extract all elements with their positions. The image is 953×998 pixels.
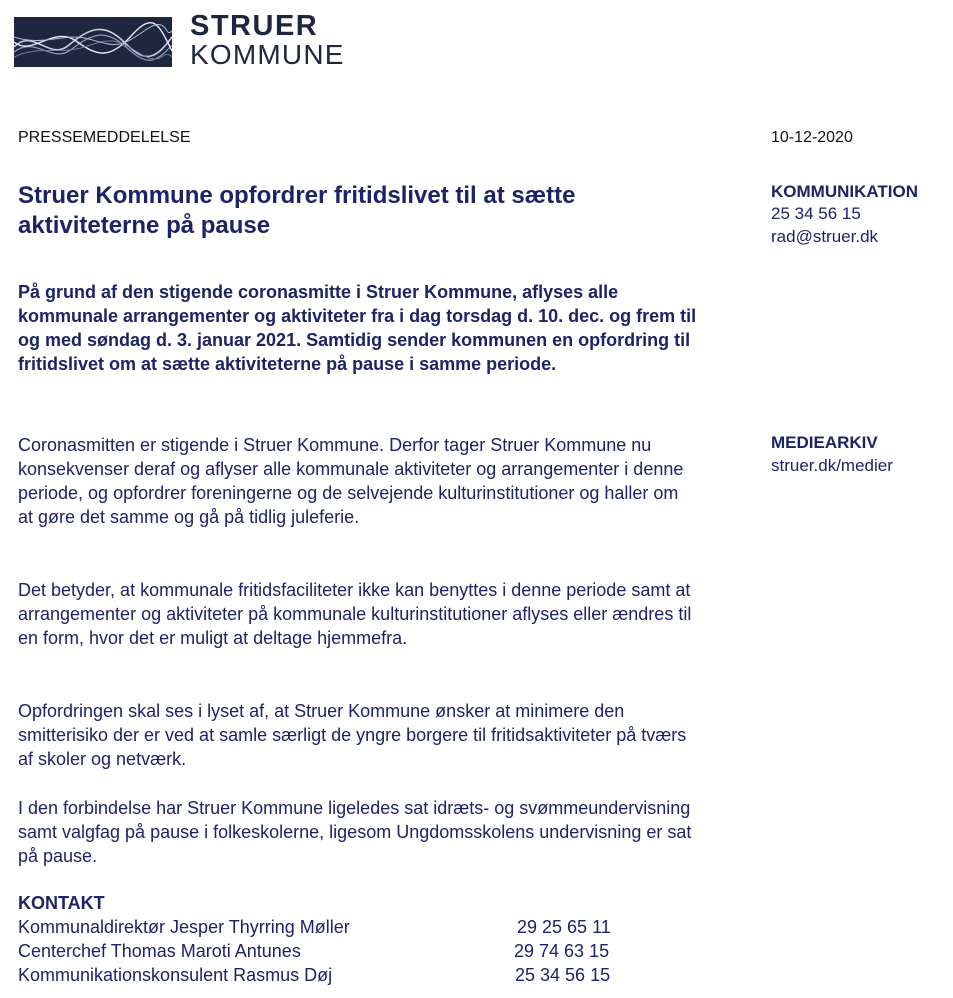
logo-wave-mark: [14, 17, 172, 67]
contact-name: Kommunikationskonsulent Rasmus Døj: [18, 965, 333, 985]
contact-phone: 29 74 63 15: [514, 941, 610, 961]
contact-heading: KONTAKT: [18, 893, 105, 913]
page-title: Struer Kommune opfordrer fritidslivet til at sætte aktiviteterne på pause: [18, 182, 576, 239]
communication-phone: 25 34 56 15: [771, 204, 861, 223]
communication-email[interactable]: rad@struer.dk: [771, 227, 879, 246]
contact-name: Kommunaldirektør Jesper Thyrring Møller: [18, 917, 350, 937]
media-archive-heading: MEDIEARKIV: [771, 433, 878, 452]
document-date: 10-12-2020: [771, 129, 853, 146]
logo-text-line2: KOMMUNE: [190, 39, 345, 70]
body-paragraph: Coronasmitten er stigende i Struer Kommune. Derfor tager Struer Kommune nu konsekvenser deraf og aflyser alle kommunale aktiviteter og arrangementer i denne periode, og opfordrer foreningerne og de selvejende kulturinstitutioner og haller om at gøre det samme og gå på tidlig juleferie.: [18, 435, 684, 527]
media-archive-link[interactable]: struer.dk/medier: [771, 456, 893, 475]
document-type: PRESSEMEDDELELSE: [18, 129, 191, 146]
body-paragraph: Opfordringen skal ses i lyset af, at Struer Kommune ønsker at minimere den smitterisiko der er ved at samle særligt de yngre borgere til fritidsaktiviteter på tværs af skoler og netværk.: [18, 701, 687, 769]
contact-name: Centerchef Thomas Maroti Antunes: [18, 941, 301, 961]
body-paragraph: Det betyder, at kommunale fritidsfaciliteter ikke kan benyttes i denne periode samt at arrangementer og aktiviteter på kommunale kulturinstitutioner aflyses eller ændres til en form, hvor det er muligt at deltage hjemmefra.: [18, 580, 692, 648]
contact-phone: 25 34 56 15: [515, 965, 611, 985]
logo-text-line1: STRUER: [190, 10, 319, 42]
wave-icon: [14, 17, 172, 67]
body-paragraph: I den forbindelse har Struer Kommune ligeledes sat idræts- og svømmeundervisning samt valgfag på pause i folkeskolerne, ligesom Ungdomsskolens undervisning er sat på pause.: [18, 798, 692, 866]
contact-row: [18, 917, 658, 941]
contact-row: [18, 965, 658, 989]
contact-row: [18, 941, 658, 965]
lead-paragraph: På grund af den stigende coronasmitte i Struer Kommune, aflyses alle kommunale arrangementer og aktiviteter fra i dag torsdag d. 10. dec. og frem til og med søndag d. 3. januar 2021. Samtidig sender kommunen en opfordring til fritidslivet om at sætte aktiviteterne på pause i samme periode.: [18, 282, 697, 374]
communication-heading: KOMMUNIKATION: [771, 182, 918, 201]
contact-phone: 29 25 65 11: [517, 917, 611, 937]
